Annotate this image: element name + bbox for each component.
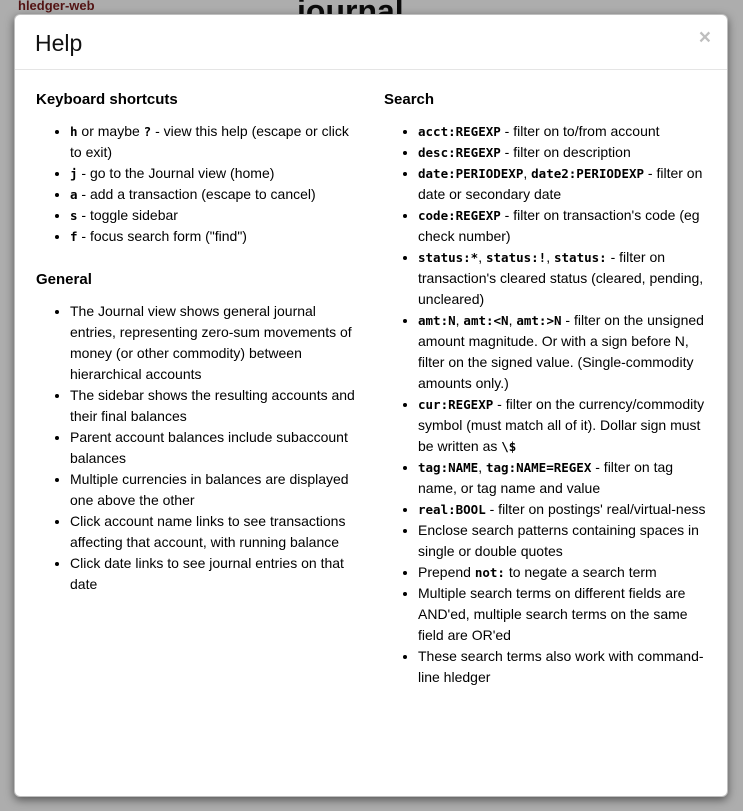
section-keyboard-shortcuts <box>36 91 358 247</box>
help-list-item: • f - focus search form ("find") <box>70 226 358 247</box>
help-list-item: • tag:NAME, tag:NAME=REGEX - filter on tag name, or tag name and value <box>418 457 706 499</box>
help-list-item: • These search terms also work with command-line hledger <box>418 646 706 688</box>
keyboard-shortcuts-title: Keyboard shortcuts <box>36 91 178 108</box>
code-term: h <box>70 124 78 139</box>
help-list-item: • The sidebar shows the resulting accounts and their final balances <box>70 385 358 427</box>
help-modal <box>14 14 728 797</box>
code-term: f <box>70 229 78 244</box>
help-list-item: • cur:REGEXP - filter on the currency/commodity symbol (must match all of it). Dollar sign must be written as \$ <box>418 394 706 457</box>
code-term: tag:NAME=REGEX <box>486 460 592 475</box>
code-term: acct:REGEXP <box>418 124 501 139</box>
help-list-item: • Parent account balances include subaccount balances <box>70 427 358 469</box>
general-title: General <box>36 271 92 288</box>
code-term: date2:PERIODEXP <box>531 166 645 181</box>
help-list-item: • code:REGEXP - filter on transaction's code (eg check number) <box>418 205 706 247</box>
general-list <box>36 301 358 595</box>
code-term: s <box>70 208 78 223</box>
code-term: date:PERIODEXP <box>418 166 524 181</box>
code-term: tag:NAME <box>418 460 479 475</box>
keyboard-shortcuts-list <box>36 121 358 247</box>
code-term: status:! <box>486 250 547 265</box>
help-list-item: • date:PERIODEXP, date2:PERIODEXP - filter on date or secondary date <box>418 163 706 205</box>
help-list-item: • a - add a transaction (escape to cancel) <box>70 184 358 205</box>
help-list-item: • status:*, status:!, status: - filter on transaction's cleared status (cleared, pending, uncleared) <box>418 247 706 310</box>
left-column <box>36 91 358 688</box>
section-general <box>36 271 358 595</box>
help-list-item: • amt:N, amt:<N, amt:>N - filter on the unsigned amount magnitude. Or with a sign before N, filter on the signed value. (Single-commodity amounts only.) <box>418 310 706 394</box>
hledger-web-brand-link[interactable]: hledger-web <box>18 0 95 13</box>
help-list-item: • Prepend not: to negate a search term <box>418 562 706 583</box>
help-list-item: • The Journal view shows general journal entries, representing zero-sum movements of money (or other commodity) between hierarchical accounts <box>70 301 358 385</box>
code-term: amt:N <box>418 313 456 328</box>
code-term: amt:<N <box>463 313 509 328</box>
code-term: desc:REGEXP <box>418 145 501 160</box>
help-list-item: • real:BOOL - filter on postings' real/virtual-ness <box>418 499 706 520</box>
code-term: amt:>N <box>516 313 562 328</box>
code-term: status: <box>554 250 607 265</box>
code-term: cur:REGEXP <box>418 397 494 412</box>
code-term: code:REGEXP <box>418 208 501 223</box>
help-list-item: • Enclose search patterns containing spaces in single or double quotes <box>418 520 706 562</box>
code-term: not: <box>474 565 505 580</box>
search-title: Search <box>384 91 435 108</box>
help-list-item: • Click account name links to see transactions affecting that account, with running balance <box>70 511 358 553</box>
help-list-item: • acct:REGEXP - filter on to/from account <box>418 121 706 142</box>
search-list <box>384 121 706 688</box>
code-term: a <box>70 187 78 202</box>
section-search <box>384 91 706 688</box>
help-list-item: • Multiple currencies in balances are displayed one above the other <box>70 469 358 511</box>
help-list-item: • s - toggle sidebar <box>70 205 358 226</box>
code-term: \$ <box>501 439 517 454</box>
close-icon[interactable]: × <box>698 26 711 49</box>
modal-header <box>15 15 727 70</box>
help-list-item: • Multiple search terms on different fields are AND'ed, multiple search terms on the same field are OR'ed <box>418 583 706 646</box>
modal-body <box>15 70 727 698</box>
modal-title: Help <box>35 30 83 56</box>
help-list-item: • Click date links to see journal entries on that date <box>70 553 358 595</box>
help-list-item: • j - go to the Journal view (home) <box>70 163 358 184</box>
code-term: real:BOOL <box>418 502 486 517</box>
code-term: status:* <box>418 250 479 265</box>
right-column <box>384 91 706 688</box>
code-term: j <box>70 166 78 181</box>
help-list-item: • h or maybe ? - view this help (escape or click to exit) <box>70 121 358 163</box>
help-list-item: • desc:REGEXP - filter on description <box>418 142 706 163</box>
code-term: ? <box>143 124 152 139</box>
